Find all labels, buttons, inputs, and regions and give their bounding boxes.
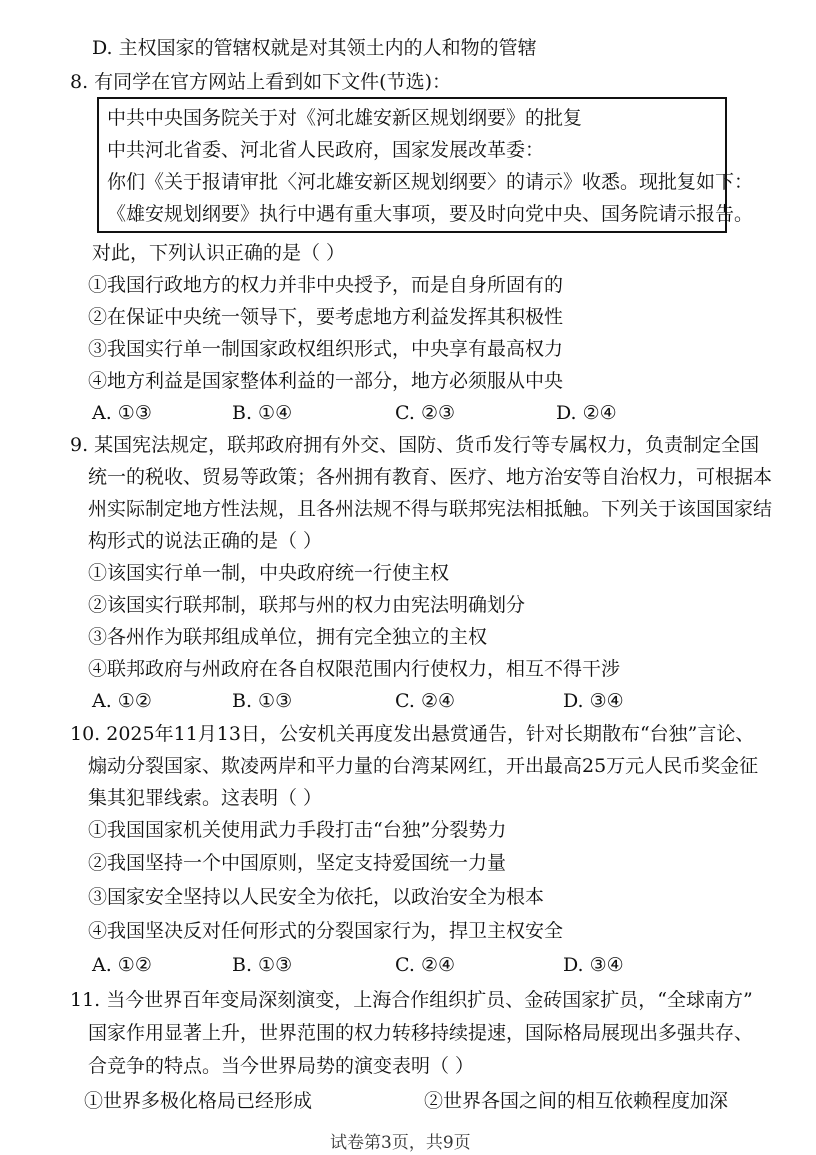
- q11-stem: 国家作用显著上升，世界范围的权力转移持续提速，国际格局展现出多强共存、: [88, 1022, 754, 1044]
- q7-option-d: D. 主权国家的管辖权就是对其领土内的人和物的管辖: [92, 37, 537, 59]
- q8-stem: 8. 有同学在官方网站上看到如下文件(节选)：: [70, 71, 451, 93]
- q10-statement: ③国家安全坚持以人民安全为依托，以政治安全为根本: [88, 886, 545, 908]
- q8-option-b[interactable]: B. ①④: [232, 402, 293, 424]
- q10-option-a[interactable]: A. ①②: [92, 954, 152, 976]
- q9-stem: 州实际制定地方性法规，且各州法规不得与联邦宪法相抵触。下列关于该国国家结: [88, 498, 773, 520]
- q8-statement: ②在保证中央统一领导下，要考虑地方利益发挥其积极性: [88, 306, 564, 328]
- q10-statement: ④我国坚决反对任何形式的分裂国家行为，捍卫主权安全: [88, 920, 564, 942]
- q8-doc-title: 中共中央国务院关于对《河北雄安新区规划纲要》的批复: [107, 107, 583, 129]
- page-footer: 试卷第3页，共9页: [330, 1133, 471, 1153]
- q8-option-d[interactable]: D. ②④: [556, 402, 617, 424]
- q10-statement: ①我国国家机关使用武力手段打击“台独”分裂势力: [88, 819, 507, 841]
- q8-question: 对此，下列认识正确的是（ ）: [92, 242, 346, 264]
- q8-statement: ③我国实行单一制国家政权组织形式，中央享有最高权力: [88, 338, 564, 360]
- q10-options: [92, 951, 692, 979]
- q10-option-c[interactable]: C. ②④: [395, 954, 456, 976]
- q10-option-d[interactable]: D. ③④: [563, 954, 624, 976]
- q9-option-d[interactable]: D. ③④: [563, 690, 624, 712]
- q8-doc-line: 中共河北省委、河北省人民政府，国家发展改革委：: [107, 139, 545, 161]
- q9-statement: ④联邦政府与州政府在各自权限范围内行使权力，相互不得干涉: [88, 658, 621, 680]
- q8-document-box: [97, 97, 754, 233]
- q10-stem: 集其犯罪线索。这表明（ ）: [88, 787, 323, 809]
- q9-stem: 构形式的说法正确的是（ ）: [88, 530, 323, 552]
- q9-stem: 统一的税收、贸易等政策；各州拥有教育、医疗、地方治安等自治权力，可根据本: [88, 466, 773, 488]
- q9-statement: ②该国实行联邦制，联邦与州的权力由宪法明确划分: [88, 594, 526, 616]
- q10-statement: ②我国坚持一个中国原则，坚定支持爱国统一力量: [88, 852, 507, 874]
- q11-statement: ②世界各国之间的相互依赖程度加深: [424, 1090, 729, 1112]
- q8-doc-line: 《雄安规划纲要》执行中遇有重大事项，要及时向党中央、国务院请示报告。: [107, 203, 754, 225]
- q8-options: [92, 399, 692, 427]
- q9-options: [92, 687, 692, 715]
- q10-stem: 煽动分裂国家、欺凌两岸和平力量的台湾某网红，开出最高25万元人民币奖金征: [88, 755, 759, 777]
- q9-stem: 9. 某国宪法规定，联邦政府拥有外交、国防、货币发行等专属权力，负责制定全国: [70, 434, 760, 456]
- q8-option-c[interactable]: C. ②③: [395, 402, 456, 424]
- q9-statement: ③各州作为联邦组成单位，拥有完全独立的主权: [88, 626, 488, 648]
- q9-option-a[interactable]: A. ①②: [92, 690, 152, 712]
- q11-statement: ①世界多极化格局已经形成: [84, 1090, 313, 1112]
- q11-stem: 合竞争的特点。当今世界局势的演变表明（ ）: [88, 1055, 475, 1077]
- q8-statement: ①我国行政地方的权力并非中央授予，而是自身所固有的: [88, 274, 564, 296]
- q10-stem: 10. 2025年11月13日，公安机关再度发出悬赏通告，针对长期散布“台独”言论、: [70, 723, 755, 745]
- q9-option-c[interactable]: C. ②④: [395, 690, 456, 712]
- q8-doc-line: 你们《关于报请审批〈河北雄安新区规划纲要〉的请示》收悉。现批复如下：: [107, 171, 754, 193]
- q11-stem: 11. 当今世界百年变局深刻演变，上海合作组织扩员、金砖国家扩员，“全球南方”: [70, 989, 753, 1011]
- q9-statement: ①该国实行单一制，中央政府统一行使主权: [88, 562, 450, 584]
- q8-option-a[interactable]: A. ①③: [92, 402, 152, 424]
- q9-option-b[interactable]: B. ①③: [232, 690, 293, 712]
- q10-option-b[interactable]: B. ①③: [232, 954, 293, 976]
- q8-statement: ④地方利益是国家整体利益的一部分，地方必须服从中央: [88, 370, 564, 392]
